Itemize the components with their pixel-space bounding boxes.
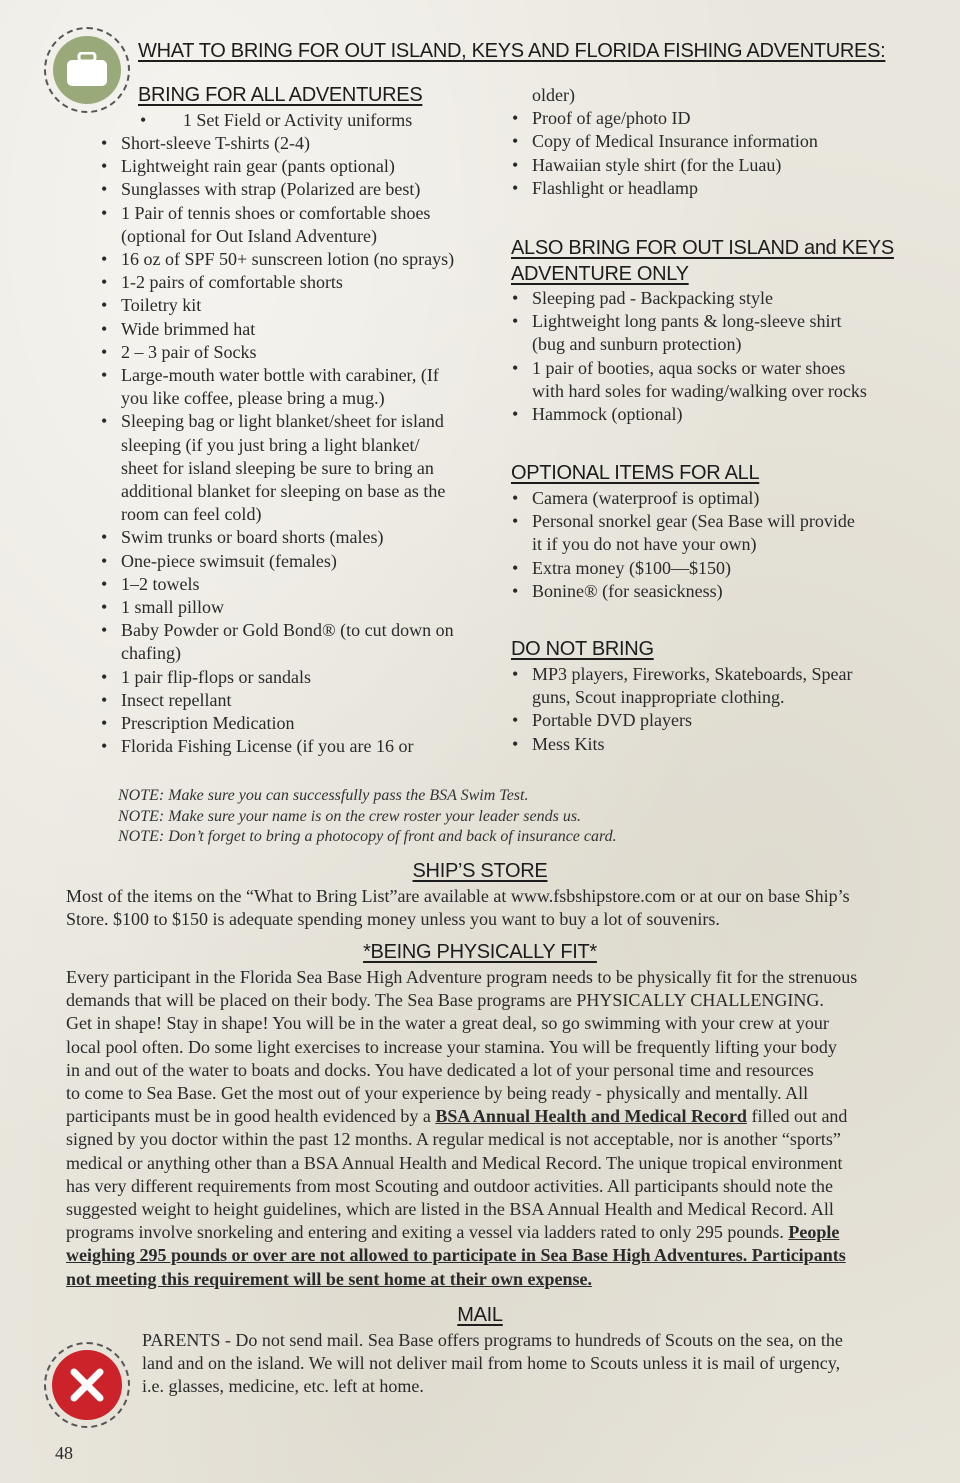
list-item-continued: sleeping (if you just bring a light blanket/ bbox=[121, 434, 420, 455]
notes bbox=[118, 786, 617, 848]
list-item: • 1 Pair of tennis shoes or comfortable shoes bbox=[101, 202, 454, 225]
list-item: • Hammock (optional) bbox=[512, 403, 867, 426]
page-number: 48 bbox=[55, 1443, 73, 1463]
list-item-continued: chafing) bbox=[121, 643, 181, 664]
paragraph-line: to come to Sea Base. Get the most out of your experience by being ready - physically and mentally. All bbox=[66, 1083, 809, 1104]
list-item: • One-piece swimsuit (females) bbox=[101, 550, 454, 573]
out-island-heading-line1: ALSO BRING FOR OUT ISLAND and KEYS bbox=[511, 237, 894, 259]
do-not-bring-list bbox=[512, 663, 852, 756]
health-record-link[interactable]: BSA Annual Health and Medical Record bbox=[435, 1106, 747, 1127]
ships-store-text bbox=[66, 885, 850, 931]
list-item: • Sleeping pad - Backpacking style bbox=[512, 287, 867, 310]
list-item: • MP3 players, Fireworks, Skateboards, Spear bbox=[512, 663, 852, 686]
note: NOTE: Don’t forget to bring a photocopy of front and back of insurance card. bbox=[118, 828, 617, 846]
list-item-continued: additional blanket for sleeping on base as the bbox=[121, 481, 446, 502]
list-item: • Large-mouth water bottle with carabiner, (If bbox=[101, 364, 454, 387]
page-title: WHAT TO BRING FOR OUT ISLAND, KEYS AND FLORIDA FISHING ADVENTURES: bbox=[138, 40, 886, 62]
list-item: • Sunglasses with strap (Polarized are best) bbox=[101, 178, 454, 201]
list-item: • Personal snorkel gear (Sea Base will provide bbox=[512, 510, 855, 533]
mail-heading: MAIL bbox=[457, 1304, 503, 1326]
out-island-heading bbox=[511, 235, 894, 287]
paragraph-line: land and on the island. We will not deliver mail from home to Scouts unless it is mail of urgency, bbox=[142, 1353, 841, 1374]
list-item: • Baby Powder or Gold Bond® (to cut down on bbox=[101, 619, 454, 642]
list-item-continued: it if you do not have your own) bbox=[532, 534, 757, 555]
paragraph-line: PARENTS - Do not send mail. Sea Base offers programs to hundreds of Scouts on the sea, on the bbox=[142, 1330, 843, 1350]
list-item: • Bonine® (for seasickness) bbox=[512, 580, 855, 603]
ships-store-heading: SHIP’S STORE bbox=[412, 860, 548, 882]
list-item: • Extra money ($100—$150) bbox=[512, 557, 855, 580]
out-island-list bbox=[512, 287, 867, 426]
paragraph-line bbox=[66, 1105, 857, 1128]
physically-fit-text bbox=[66, 966, 857, 1291]
list-item: • Portable DVD players bbox=[512, 709, 852, 732]
bring-all-list-continued bbox=[512, 84, 818, 200]
out-island-heading-line2: ADVENTURE ONLY bbox=[511, 263, 689, 285]
list-item: • 16 oz of SPF 50+ sunscreen lotion (no sprays) bbox=[101, 248, 454, 271]
list-item-continued: you like coffee, please bring a mug.) bbox=[121, 388, 385, 409]
weight-limit-text: weighing 295 pounds or over are not allowed to participate in Sea Base High Adventures. Participants bbox=[66, 1245, 846, 1266]
bullet: • bbox=[140, 110, 147, 130]
bring-all-intro bbox=[140, 109, 412, 132]
list-item: • 1–2 towels bbox=[101, 573, 454, 596]
optional-heading: OPTIONAL ITEMS FOR ALL bbox=[511, 462, 760, 484]
paragraph-line: demands that will be placed on their body. The Sea Base programs are PHYSICALLY CHALLENGING. bbox=[66, 990, 824, 1011]
list-item-continued: room can feel cold) bbox=[121, 504, 262, 525]
paragraph-line: suggested weight to height guidelines, which are listed in the BSA Annual Health and Medical Record. All bbox=[66, 1199, 834, 1220]
list-item: • Sleeping bag or light blanket/sheet for island bbox=[101, 410, 454, 433]
list-item-continued: older) bbox=[532, 85, 575, 105]
list-item: • Lightweight long pants & long-sleeve shirt bbox=[512, 310, 867, 333]
list-item: • Mess Kits bbox=[512, 733, 852, 756]
list-item: • Short-sleeve T-shirts (2-4) bbox=[101, 132, 454, 155]
list-item: • Flashlight or headlamp bbox=[512, 177, 818, 200]
note: NOTE: Make sure your name is on the crew roster your leader sends us. bbox=[118, 807, 582, 825]
text-span: participants must be in good health evidenced by a bbox=[66, 1106, 436, 1127]
list-item: • 2 – 3 pair of Socks bbox=[101, 341, 454, 364]
paragraph-line: i.e. glasses, medicine, etc. left at home. bbox=[142, 1376, 424, 1397]
list-item: • 1 small pillow bbox=[101, 596, 454, 619]
physically-fit-heading: *BEING PHYSICALLY FIT* bbox=[363, 941, 597, 963]
paragraph-line: Get in shape! Stay in shape! You will be in the water a great deal, so go swimming with your crew at your bbox=[66, 1013, 829, 1034]
list-item: • Prescription Medication bbox=[101, 712, 454, 735]
list-item: • Copy of Medical Insurance information bbox=[512, 130, 818, 153]
paragraph-line: signed by you doctor within the past 12 months. A regular medical is not acceptable, nor is another “sports” bbox=[66, 1129, 841, 1150]
list-item: • Insect repellant bbox=[101, 689, 454, 712]
bring-all-list bbox=[101, 132, 454, 758]
list-item: • Lightweight rain gear (pants optional) bbox=[101, 155, 454, 178]
paragraph-line: has very different requirements from most Scouting and outdoor activities. All participants should note the bbox=[66, 1175, 834, 1196]
x-close-icon bbox=[67, 1365, 107, 1405]
text-span: filled out and bbox=[746, 1106, 848, 1127]
paragraph-line: Store. $100 to $150 is adequate spending money unless you want to buy a lot of souvenirs. bbox=[66, 909, 720, 930]
list-item: • Proof of age/photo ID bbox=[512, 107, 818, 130]
optional-list bbox=[512, 487, 855, 603]
no-mail-badge-inner bbox=[52, 1350, 122, 1420]
weight-limit-text: People bbox=[788, 1222, 840, 1243]
list-item-continued: guns, Scout inappropriate clothing. bbox=[532, 687, 785, 708]
bring-all-heading: BRING FOR ALL ADVENTURES bbox=[138, 84, 423, 106]
list-item: • 1-2 pairs of comfortable shorts bbox=[101, 271, 454, 294]
paragraph-line: Every participant in the Florida Sea Base High Adventure program needs to be physically fit for the strenuous bbox=[66, 967, 858, 987]
list-item: • 1 pair flip-flops or sandals bbox=[101, 666, 454, 689]
weight-limit-text: not meeting this requirement will be sent home at their own expense. bbox=[66, 1268, 592, 1289]
list-item-continued: (optional for Out Island Adventure) bbox=[121, 225, 377, 246]
paragraph-line: in and out of the water to boats and docks. You have dedicated a lot of your personal time and resources bbox=[66, 1059, 814, 1080]
paragraph-line bbox=[66, 1221, 857, 1244]
list-item: • Wide brimmed hat bbox=[101, 318, 454, 341]
list-item-continued: (bug and sunburn protection) bbox=[532, 334, 742, 355]
list-item: • 1 pair of booties, aqua socks or water shoes bbox=[512, 357, 867, 380]
note: NOTE: Make sure you can successfully pass the BSA Swim Test. bbox=[118, 787, 529, 804]
list-item: • Swim trunks or board shorts (males) bbox=[101, 526, 454, 549]
paragraph-line: medical or anything other than a BSA Annual Health and Medical Record. The unique tropical environment bbox=[66, 1152, 843, 1173]
suitcase-badge-inner bbox=[53, 36, 121, 104]
list-item: • Florida Fishing License (if you are 16 or bbox=[101, 735, 454, 758]
list-item: • Toiletry kit bbox=[101, 294, 454, 317]
list-item-continued: sheet for island sleeping be sure to bring an bbox=[121, 457, 434, 478]
list-item: • Camera (waterproof is optimal) bbox=[512, 487, 855, 510]
suitcase-icon bbox=[65, 52, 109, 88]
do-not-bring-heading: DO NOT BRING bbox=[511, 638, 654, 660]
text-span: programs involve snorkeling and entering and exiting a vessel via ladders rated to only 295 pounds. bbox=[66, 1222, 789, 1243]
mail-text bbox=[142, 1329, 843, 1399]
suitcase-badge bbox=[44, 27, 130, 113]
paragraph-line: local pool often. Do some light exercises to increase your stamina. You will be frequently lifting your body bbox=[66, 1036, 837, 1057]
list-item: • Hawaiian style shirt (for the Luau) bbox=[512, 154, 818, 177]
no-mail-badge bbox=[44, 1342, 130, 1428]
bring-all-intro-text: 1 Set Field or Activity uniforms bbox=[182, 110, 413, 130]
paragraph-line: Most of the items on the “What to Bring List”are available at www.fsbshipstore.com or at our on base Ship’s bbox=[66, 886, 850, 906]
list-item-continued: with hard soles for wading/walking over rocks bbox=[532, 380, 867, 401]
